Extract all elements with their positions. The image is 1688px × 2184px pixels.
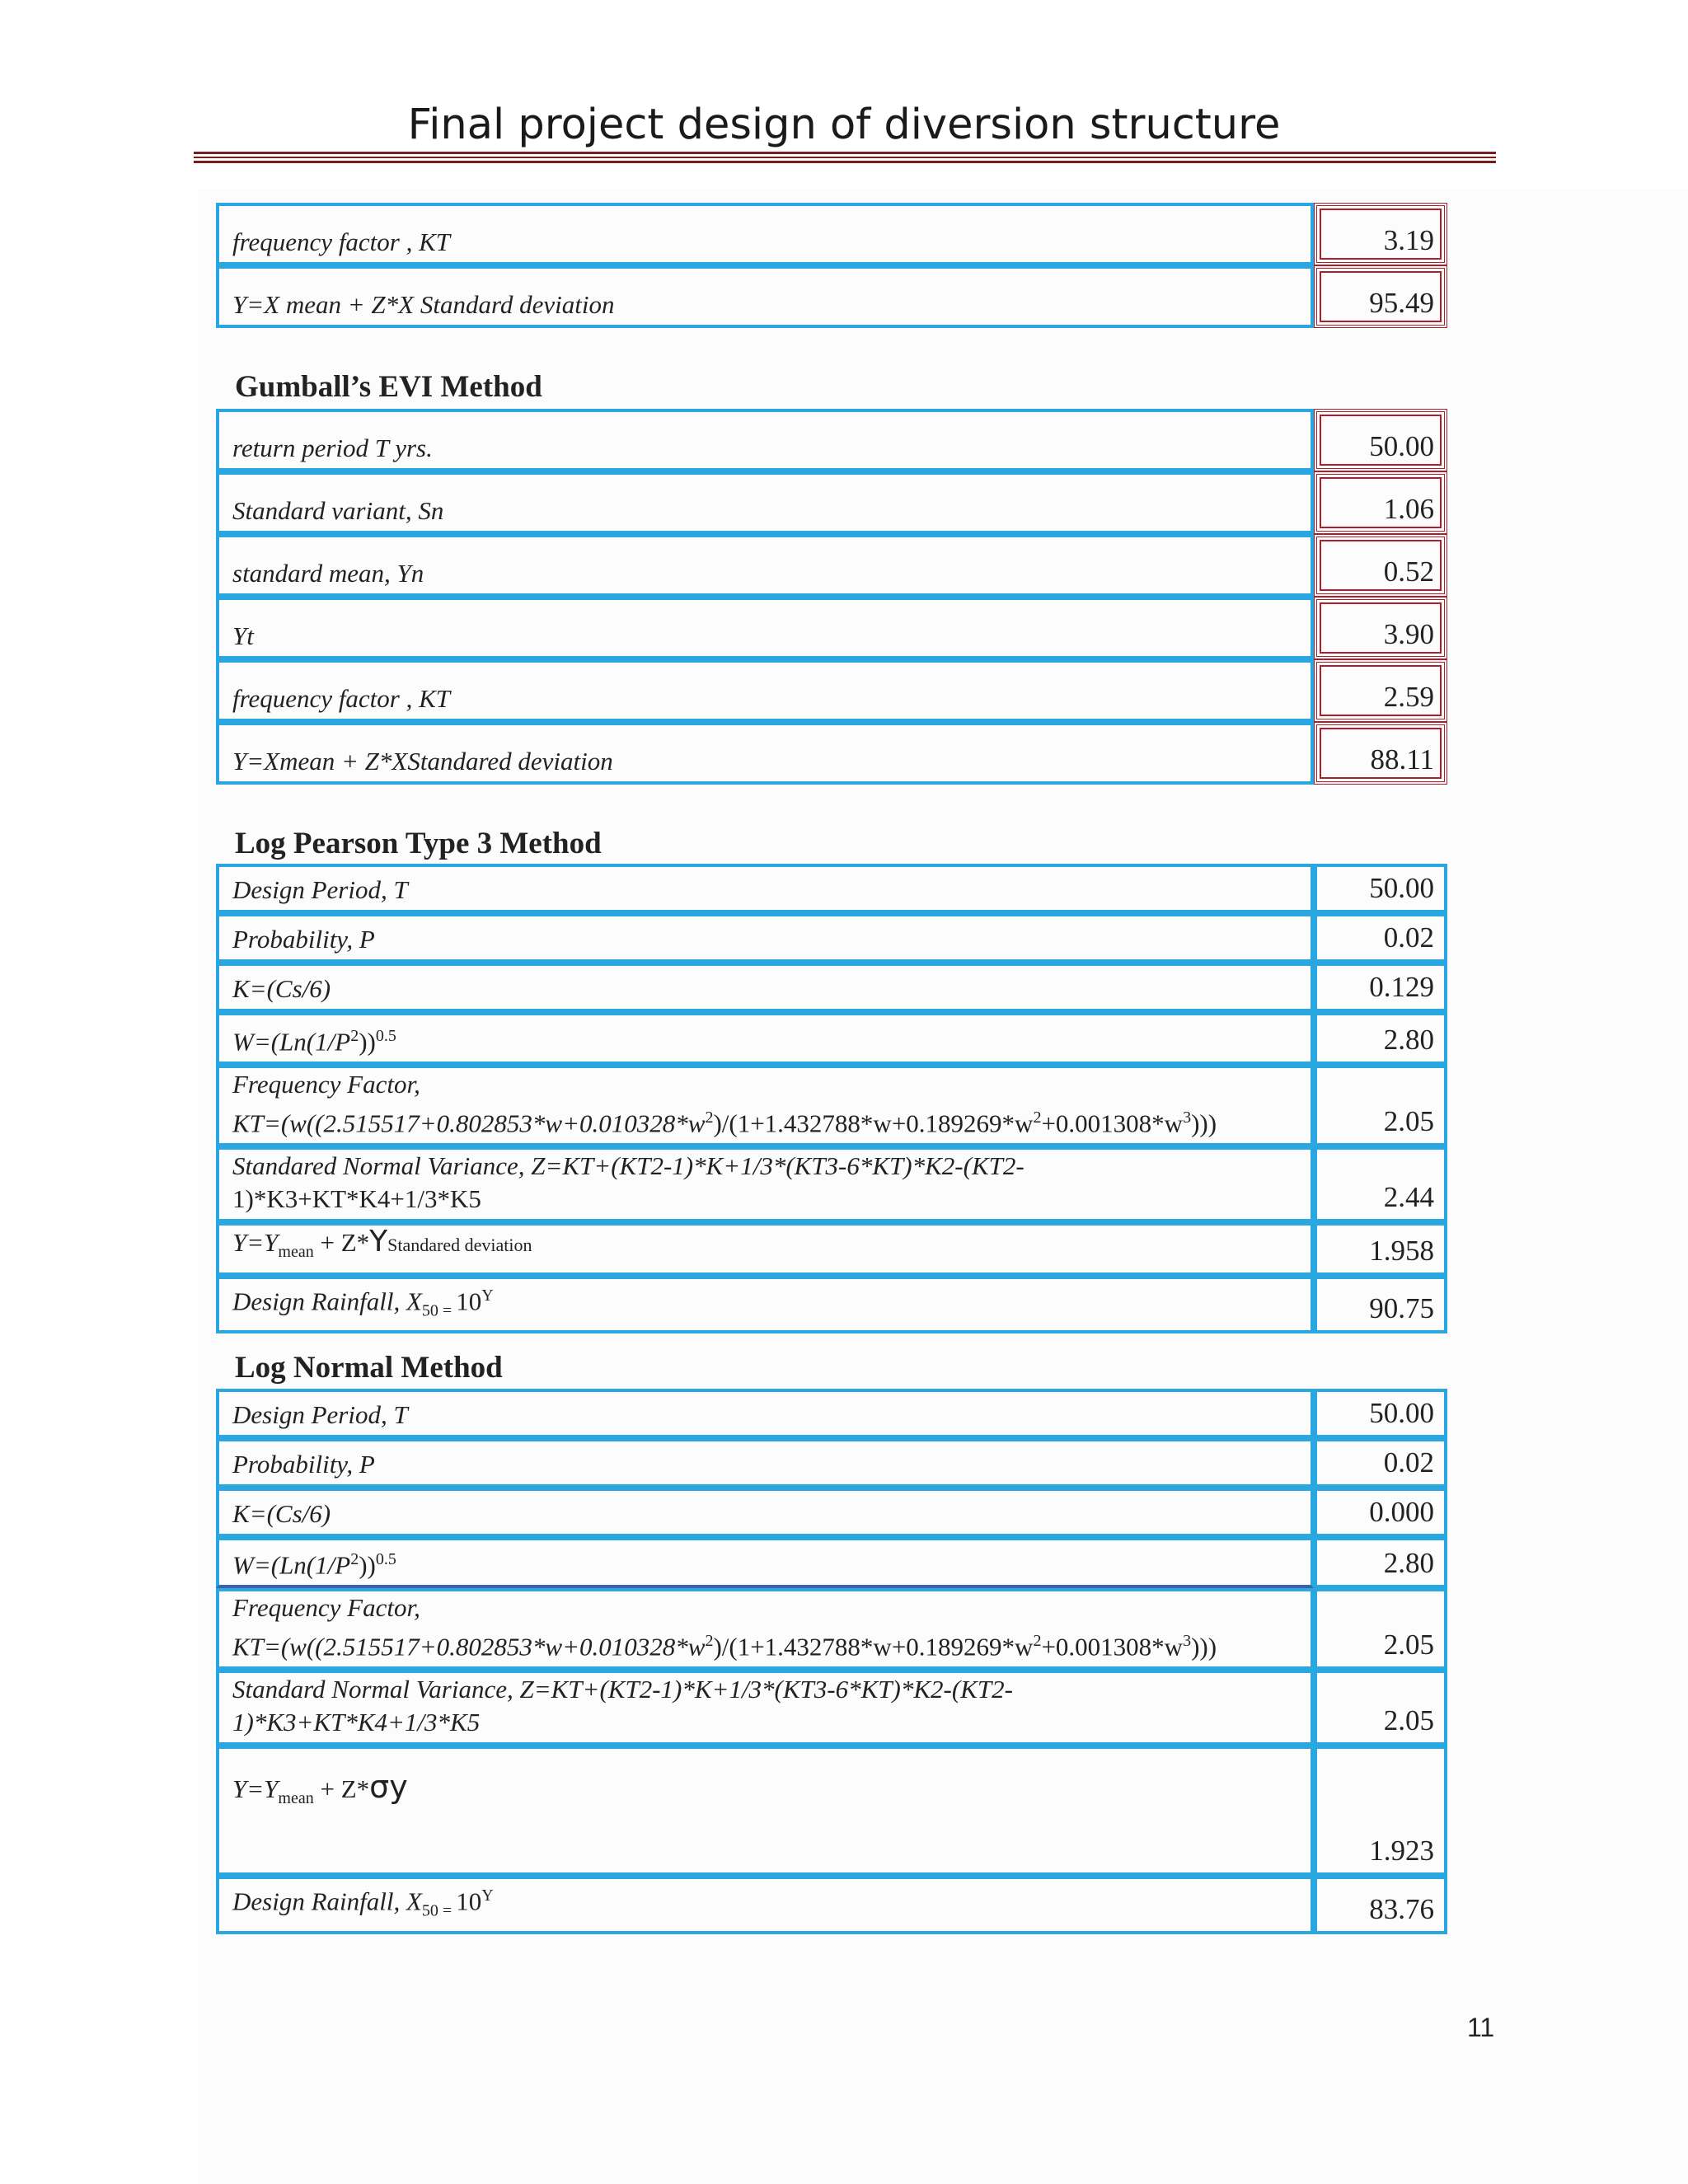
freq-line-2 [232,1101,1301,1140]
row-label: Probability, P [216,1438,1314,1488]
y-sub: mean [278,1789,314,1808]
freq-2c: +0.001308*w [1041,1632,1184,1661]
row-value: 0.02 [1314,1438,1447,1488]
row-value: 1.958 [1314,1222,1447,1275]
table-row [216,409,1447,471]
row-value: 2.05 [1314,1670,1447,1746]
row-value: 88.11 [1314,722,1447,785]
table-row [216,722,1447,785]
freq-sup-1: 2 [705,1108,714,1127]
row-value: 0.02 [1314,913,1447,963]
table-row [216,1876,1447,1934]
freq-2a: KT=(w((2.515517+0.802853*w+0.010328*w [232,1632,706,1661]
y-part-a: Y=Y [232,1228,279,1258]
table-row [216,1389,1447,1438]
y-part-b: + Z* [313,1774,370,1804]
snv-line-2: 1)*K3+KT*K4+1/3*K5 [232,1708,481,1737]
log-normal-section-title: Log Normal Method [235,1351,503,1385]
freq-sup-2: 2 [1033,1108,1042,1127]
row-value: 2.80 [1314,1537,1447,1588]
row-value: 0.129 [1314,963,1447,1012]
sigma-y: σy [369,1769,408,1806]
w-sup-2: 0.5 [375,1026,396,1045]
gumbel-table [216,409,1447,785]
snv-line-1: Standard Normal Variance, Z=KT+(KT2-1)*K+1/3*(KT3-6*KT)*K2-(KT2- [232,1675,1013,1704]
row-label [216,1065,1314,1146]
row-value: 3.90 [1314,597,1447,659]
y-sub: mean [278,1243,314,1262]
table-row [216,1012,1447,1065]
row-value: 0.000 [1314,1488,1447,1537]
row-value: 50.00 [1314,409,1447,471]
page-number: 11 [1467,2013,1495,2042]
rain-part-a: Design Rainfall, X [232,1886,422,1916]
freq-2d: ))) [1191,1108,1217,1138]
w-part-b: )) [359,1550,376,1579]
header-rule [194,152,1496,163]
row-label: Y=X mean + Z*X Standard deviation [216,265,1314,328]
row-label: Design Period, T [216,864,1314,913]
log-pearson-table [216,864,1447,1333]
row-label: Design Period, T [216,1389,1314,1438]
freq-sup-2: 2 [1033,1632,1042,1650]
row-value: 2.05 [1314,1588,1447,1670]
table-row [216,1746,1447,1876]
row-label [216,1876,1314,1934]
page-header-title: Final project design of diversion structure [407,101,1281,149]
table-row [216,1438,1447,1488]
freq-2a: KT=(w((2.515517+0.802853*w+0.010328*w [232,1108,706,1138]
row-value: 2.05 [1314,1065,1447,1146]
row-value: 2.80 [1314,1012,1447,1065]
y-sub-2: Standared deviation [387,1235,532,1256]
row-value: 90.75 [1314,1276,1447,1334]
table-row [216,534,1447,597]
rain-part-b: 10 [456,1286,482,1315]
w-sup-1: 2 [350,1026,359,1045]
freq-line-2 [232,1624,1301,1663]
row-label: K=(Cs/6) [216,963,1314,1012]
row-value: 2.44 [1314,1146,1447,1222]
row-label [216,1146,1314,1222]
freq-2b: )/(1+1.432788*w+0.189269*w [713,1108,1034,1138]
w-part-a: W=(Ln(1/P [232,1550,351,1579]
table-row [216,1222,1447,1275]
row-label: standard mean, Yn [216,534,1314,597]
row-value: 83.76 [1314,1876,1447,1934]
table-row [216,471,1447,534]
freq-sup-3: 3 [1183,1108,1192,1127]
table-row [216,1488,1447,1537]
row-label: Y=Xmean + Z*XStandared deviation [216,722,1314,785]
row-value: 95.49 [1314,265,1447,328]
y-big: Y [369,1225,388,1259]
w-sup-1: 2 [350,1549,359,1568]
rain-sub: 50 = [421,1901,457,1920]
row-value: 1.923 [1314,1746,1447,1876]
table-row [216,963,1447,1012]
table-row [216,1670,1447,1746]
table-row [216,1588,1447,1670]
freq-2c: +0.001308*w [1041,1108,1184,1138]
rain-sub: 50 = [421,1301,457,1320]
w-sup-2: 0.5 [375,1549,396,1568]
rain-part-b: 10 [456,1886,482,1916]
freq-2d: ))) [1191,1632,1217,1661]
row-value: 1.06 [1314,471,1447,534]
row-value: 0.52 [1314,534,1447,597]
snv-line-2: 1)*K3+KT*K4+1/3*K5 [232,1184,481,1214]
row-label: Probability, P [216,913,1314,963]
freq-line-1: Frequency Factor, [232,1593,420,1622]
log-pearson-section-title: Log Pearson Type 3 Method [235,827,602,860]
table-row [216,1276,1447,1334]
table-row [216,659,1447,722]
gumbel-section-title: Gumball’s EVI Method [235,370,542,404]
table-row [216,1146,1447,1222]
y-part-b: + Z* [313,1228,370,1258]
row-value: 50.00 [1314,1389,1447,1438]
log-normal-table [216,1389,1447,1934]
w-part-b: )) [359,1027,376,1056]
row-label [216,1537,1314,1588]
row-label: frequency factor , KT [216,659,1314,722]
row-label [216,1276,1314,1334]
row-value: 3.19 [1314,203,1447,265]
table-row [216,265,1447,328]
row-label: K=(Cs/6) [216,1488,1314,1537]
row-label [216,1670,1314,1746]
row-value: 2.59 [1314,659,1447,722]
freq-line-1: Frequency Factor, [232,1070,420,1099]
freq-sup-1: 2 [705,1632,714,1650]
row-label: Standard variant, Sn [216,471,1314,534]
rain-sup: Y [481,1286,494,1305]
table-row [216,203,1447,265]
table-row [216,864,1447,913]
freq-sup-3: 3 [1183,1632,1192,1650]
rain-part-a: Design Rainfall, X [232,1286,422,1315]
row-label [216,1222,1314,1275]
row-label [216,1746,1314,1876]
freq-2b: )/(1+1.432788*w+0.189269*w [713,1632,1034,1661]
row-value: 50.00 [1314,864,1447,913]
snv-line-1: Standared Normal Variance, Z=KT+(KT2-1)*K+1/3*(KT3-6*KT)*K2-(KT2- [232,1151,1025,1181]
y-part-a: Y=Y [232,1774,279,1804]
rain-sup: Y [481,1886,494,1905]
w-part-a: W=(Ln(1/P [232,1027,351,1056]
row-label: Yt [216,597,1314,659]
row-label [216,1012,1314,1065]
table-row [216,1537,1447,1588]
table-row [216,597,1447,659]
row-label: return period T yrs. [216,409,1314,471]
row-label [216,1588,1314,1670]
table-row [216,1065,1447,1146]
row-label: frequency factor , KT [216,203,1314,265]
table-row [216,913,1447,963]
normal-method-table [216,203,1447,328]
